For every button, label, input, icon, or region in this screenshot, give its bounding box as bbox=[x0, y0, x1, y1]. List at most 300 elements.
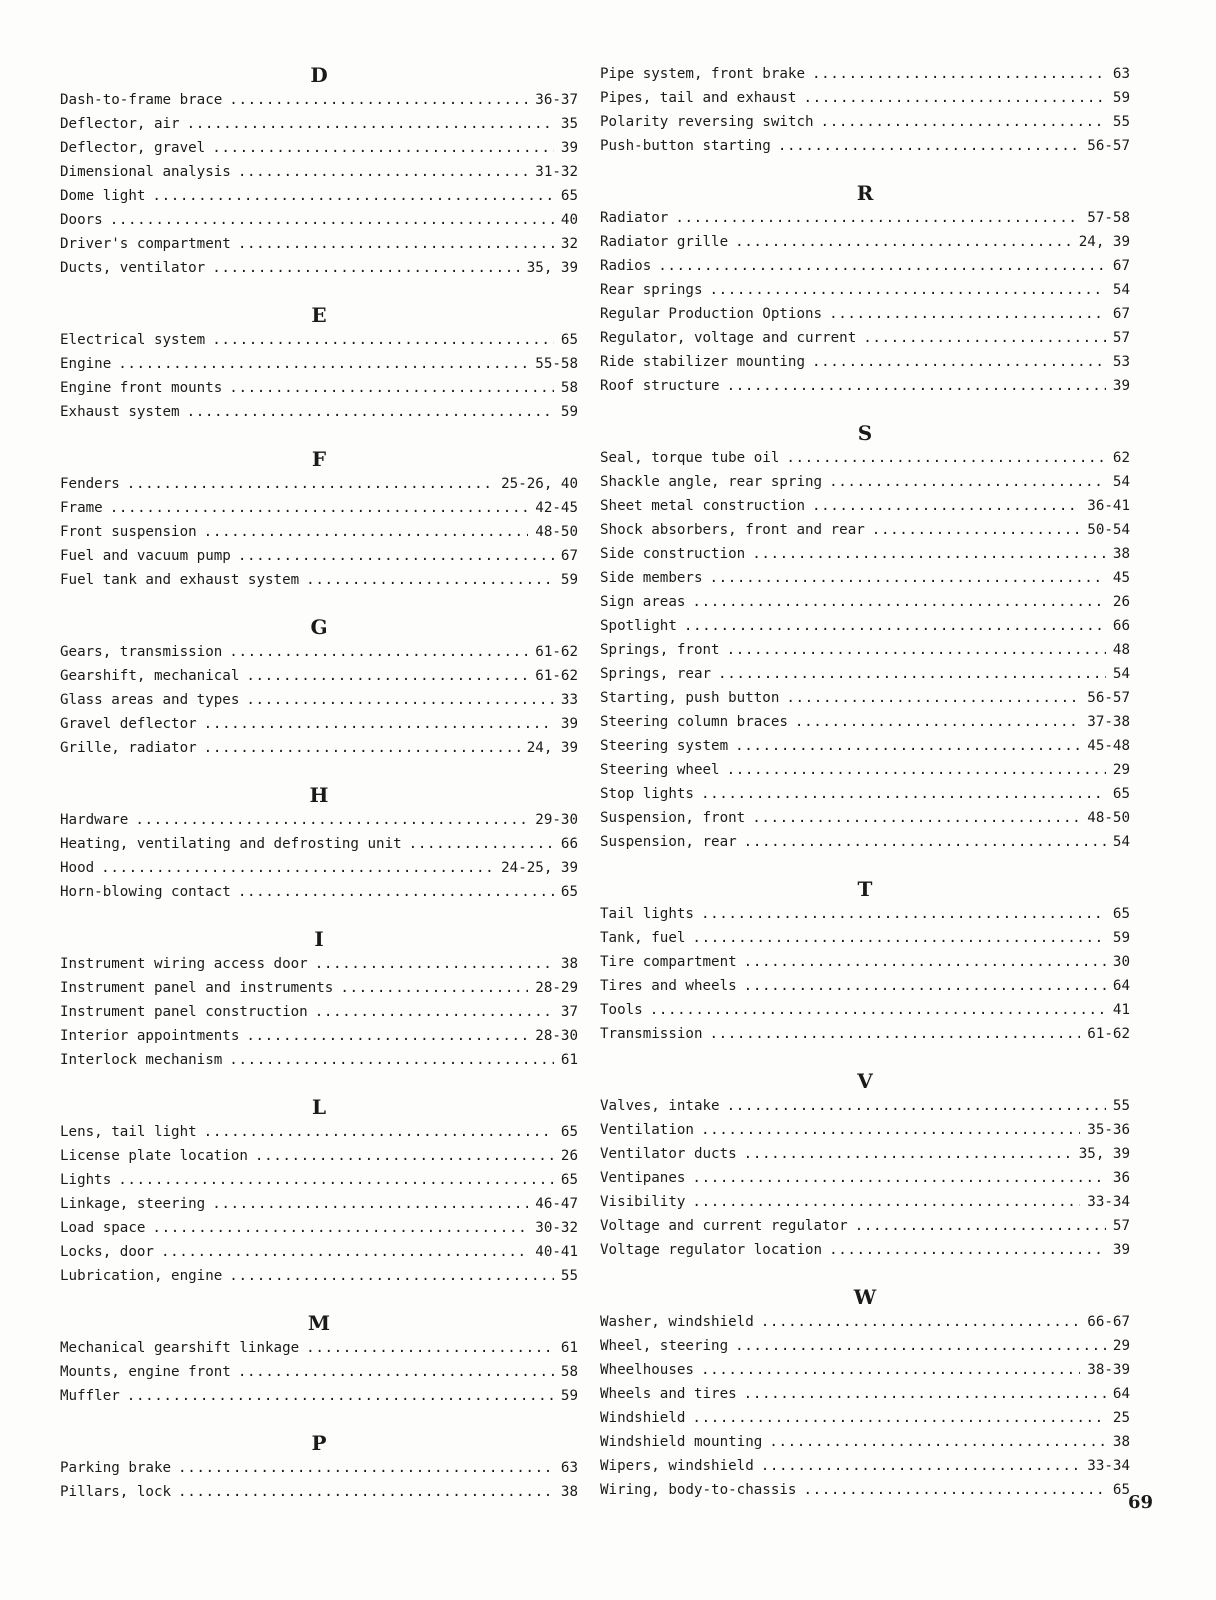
dot-leader bbox=[812, 62, 1106, 86]
dot-leader bbox=[710, 566, 1106, 590]
entry-pages: 40-41 bbox=[535, 1244, 578, 1260]
entry-term: Springs, rear bbox=[600, 666, 712, 682]
entry-term: Visibility bbox=[600, 1194, 686, 1210]
entry-term: Windshield bbox=[600, 1410, 686, 1426]
section-letter: V bbox=[857, 1069, 873, 1093]
entry-term: Side construction bbox=[600, 546, 746, 562]
index-section bbox=[60, 614, 578, 760]
dot-leader bbox=[701, 1358, 1080, 1382]
entry-term: Locks, door bbox=[60, 1244, 154, 1260]
entry-term: Grille, radiator bbox=[60, 740, 197, 756]
entry-pages: 61-62 bbox=[1087, 1026, 1130, 1042]
entry-term: Instrument panel and instruments bbox=[60, 980, 334, 996]
index-entry bbox=[600, 782, 1130, 806]
index-entry bbox=[60, 1360, 578, 1384]
entry-term: Ventilation bbox=[600, 1122, 694, 1138]
entry-pages: 65 bbox=[1112, 1482, 1130, 1498]
entry-pages: 38 bbox=[1112, 1434, 1130, 1450]
entry-term: Wipers, windshield bbox=[600, 1458, 754, 1474]
entry-pages: 66 bbox=[1112, 618, 1130, 634]
index-entry bbox=[60, 1264, 578, 1288]
index-section bbox=[60, 1430, 578, 1504]
entry-term: Electrical system bbox=[60, 332, 206, 348]
entry-term: Springs, front bbox=[600, 642, 720, 658]
index-section bbox=[600, 420, 1130, 854]
entry-term: Voltage regulator location bbox=[600, 1242, 823, 1258]
entry-pages: 48-50 bbox=[1087, 810, 1130, 826]
entry-pages: 59 bbox=[560, 404, 578, 420]
entry-term: Fuel tank and exhaust system bbox=[60, 572, 300, 588]
entry-term: Pipes, tail and exhaust bbox=[600, 90, 797, 106]
entry-pages: 24, 39 bbox=[1078, 234, 1130, 250]
entry-pages: 59 bbox=[1112, 90, 1130, 106]
index-entry bbox=[60, 1000, 578, 1024]
index-entry bbox=[600, 86, 1130, 110]
index-entry bbox=[600, 470, 1130, 494]
entry-pages: 54 bbox=[1112, 666, 1130, 682]
index-entry bbox=[60, 112, 578, 136]
index-entry bbox=[600, 1382, 1130, 1406]
index-entry bbox=[600, 1166, 1130, 1190]
entry-term: Polarity reversing switch bbox=[600, 114, 814, 130]
entry-pages: 67 bbox=[1112, 306, 1130, 322]
index-entry bbox=[600, 1454, 1130, 1478]
entry-term: Load space bbox=[60, 1220, 146, 1236]
dot-leader bbox=[803, 1478, 1105, 1502]
entry-term: Sheet metal construction bbox=[600, 498, 805, 514]
entry-pages: 65 bbox=[560, 1124, 578, 1140]
entry-pages: 65 bbox=[560, 884, 578, 900]
index-entry bbox=[600, 206, 1130, 230]
entry-term: Dome light bbox=[60, 188, 146, 204]
index-entry bbox=[60, 664, 578, 688]
index-entry bbox=[600, 1190, 1130, 1214]
entry-term: Regular Production Options bbox=[600, 306, 823, 322]
dot-leader bbox=[229, 376, 554, 400]
entry-term: Pipe system, front brake bbox=[600, 66, 805, 82]
entry-term: Radios bbox=[600, 258, 652, 274]
dot-leader bbox=[229, 1048, 554, 1072]
index-entry bbox=[60, 88, 578, 112]
index-entry bbox=[60, 376, 578, 400]
entry-pages: 36-41 bbox=[1087, 498, 1130, 514]
index-entry bbox=[60, 352, 578, 376]
section-letter: S bbox=[857, 421, 873, 445]
index-entry bbox=[600, 1430, 1130, 1454]
entry-term: Front suspension bbox=[60, 524, 197, 540]
index-entry bbox=[600, 1142, 1130, 1166]
dot-leader bbox=[692, 590, 1105, 614]
entry-pages: 38-39 bbox=[1087, 1362, 1130, 1378]
index-entry bbox=[600, 710, 1130, 734]
index-section bbox=[600, 180, 1130, 398]
entry-term: Ducts, ventilator bbox=[60, 260, 206, 276]
entry-pages: 67 bbox=[1112, 258, 1130, 274]
entry-term: Muffler bbox=[60, 1388, 120, 1404]
entry-term: Suspension, front bbox=[600, 810, 746, 826]
index-entry bbox=[600, 734, 1130, 758]
section-letter: R bbox=[856, 181, 874, 205]
entry-pages: 45-48 bbox=[1087, 738, 1130, 754]
entry-term: Interlock mechanism bbox=[60, 1052, 223, 1068]
dot-leader bbox=[727, 374, 1106, 398]
index-entry bbox=[60, 328, 578, 352]
section-letter: F bbox=[311, 447, 327, 471]
dot-leader bbox=[204, 736, 520, 760]
entry-pages: 55 bbox=[1112, 114, 1130, 130]
dot-leader bbox=[752, 806, 1080, 830]
entry-term: Gearshift, mechanical bbox=[60, 668, 240, 684]
section-letter: W bbox=[853, 1285, 877, 1309]
dot-leader bbox=[110, 496, 529, 520]
entry-pages: 26 bbox=[1112, 594, 1130, 610]
index-entry bbox=[60, 544, 578, 568]
index-entry bbox=[600, 326, 1130, 350]
dot-leader bbox=[238, 1360, 554, 1384]
entry-term: Voltage and current regulator bbox=[600, 1218, 848, 1234]
entry-pages: 39 bbox=[560, 140, 578, 156]
entry-term: Gears, transmission bbox=[60, 644, 223, 660]
index-entry bbox=[60, 808, 578, 832]
entry-pages: 39 bbox=[1112, 1242, 1130, 1258]
index-entry bbox=[60, 976, 578, 1000]
dot-leader bbox=[246, 664, 528, 688]
entry-pages: 26 bbox=[560, 1148, 578, 1164]
section-letter: L bbox=[311, 1095, 327, 1119]
dot-leader bbox=[872, 518, 1080, 542]
entry-term: Wiring, body-to-chassis bbox=[600, 1482, 797, 1498]
entry-term: Radiator grille bbox=[600, 234, 729, 250]
index-entry bbox=[600, 278, 1130, 302]
entry-term: Wheelhouses bbox=[600, 1362, 694, 1378]
dot-leader bbox=[744, 974, 1106, 998]
entry-term: Engine bbox=[60, 356, 112, 372]
entry-pages: 56-57 bbox=[1087, 690, 1130, 706]
entry-pages: 61-62 bbox=[535, 668, 578, 684]
entry-term: Sign areas bbox=[600, 594, 686, 610]
dot-leader bbox=[246, 688, 554, 712]
index-column-right bbox=[600, 62, 1130, 1524]
index-entry bbox=[60, 952, 578, 976]
entry-pages: 24, 39 bbox=[526, 740, 578, 756]
dot-leader bbox=[855, 1214, 1106, 1238]
dot-leader bbox=[692, 926, 1105, 950]
entry-pages: 54 bbox=[1112, 474, 1130, 490]
dot-leader bbox=[658, 254, 1106, 278]
entry-pages: 28-29 bbox=[535, 980, 578, 996]
dot-leader bbox=[735, 230, 1072, 254]
entry-term: Push-button starting bbox=[600, 138, 771, 154]
index-entry bbox=[60, 472, 578, 496]
index-entry bbox=[600, 662, 1130, 686]
index-entry bbox=[60, 640, 578, 664]
entry-pages: 59 bbox=[560, 572, 578, 588]
entry-pages: 61-62 bbox=[535, 644, 578, 660]
index-entry bbox=[600, 542, 1130, 566]
dot-leader bbox=[692, 1406, 1105, 1430]
dot-leader bbox=[229, 1264, 554, 1288]
entry-term: Seal, torque tube oil bbox=[600, 450, 780, 466]
entry-term: Hood bbox=[60, 860, 95, 876]
entry-pages: 64 bbox=[1112, 978, 1130, 994]
dot-leader bbox=[110, 208, 554, 232]
section-letter: D bbox=[310, 63, 328, 87]
entry-pages: 54 bbox=[1112, 282, 1130, 298]
entry-pages: 33 bbox=[560, 692, 578, 708]
dot-leader bbox=[727, 758, 1106, 782]
index-section bbox=[600, 876, 1130, 1046]
dot-leader bbox=[795, 710, 1080, 734]
dot-leader bbox=[306, 568, 554, 592]
index-entry bbox=[600, 1310, 1130, 1334]
entry-pages: 67 bbox=[560, 548, 578, 564]
index-entry bbox=[60, 1336, 578, 1360]
entry-term: Spotlight bbox=[600, 618, 677, 634]
entry-pages: 28-30 bbox=[535, 1028, 578, 1044]
dot-leader bbox=[692, 1166, 1105, 1190]
index-entry bbox=[600, 974, 1130, 998]
index-entry bbox=[600, 998, 1130, 1022]
entry-pages: 35, 39 bbox=[1078, 1146, 1130, 1162]
entry-pages: 62 bbox=[1112, 450, 1130, 466]
entry-pages: 65 bbox=[560, 188, 578, 204]
index-entry bbox=[60, 712, 578, 736]
index-entry bbox=[60, 1456, 578, 1480]
entry-pages: 30 bbox=[1112, 954, 1130, 970]
index-entry bbox=[60, 496, 578, 520]
dot-leader bbox=[778, 134, 1080, 158]
index-section bbox=[60, 62, 578, 280]
entry-term: Steering wheel bbox=[600, 762, 720, 778]
dot-leader bbox=[735, 734, 1080, 758]
index-entry bbox=[60, 232, 578, 256]
entry-pages: 66 bbox=[560, 836, 578, 852]
section-letter: E bbox=[311, 303, 327, 327]
dot-leader bbox=[684, 614, 1106, 638]
entry-term: Heating, ventilating and defrosting unit bbox=[60, 836, 402, 852]
section-letter: I bbox=[314, 927, 324, 951]
index-entry bbox=[600, 62, 1130, 86]
section-letter: T bbox=[857, 877, 873, 901]
index-entry bbox=[60, 880, 578, 904]
index-entry bbox=[60, 184, 578, 208]
entry-pages: 32 bbox=[560, 236, 578, 252]
dot-leader bbox=[803, 86, 1105, 110]
dot-leader bbox=[752, 542, 1106, 566]
entry-term: Tires and wheels bbox=[600, 978, 737, 994]
dot-leader bbox=[118, 1168, 554, 1192]
entry-term: Regulator, voltage and current bbox=[600, 330, 857, 346]
entry-term: Lights bbox=[60, 1172, 112, 1188]
dot-leader bbox=[829, 470, 1106, 494]
entry-term: Pillars, lock bbox=[60, 1484, 172, 1500]
dot-leader bbox=[306, 1336, 554, 1360]
entry-term: Mechanical gearshift linkage bbox=[60, 1340, 300, 1356]
dot-leader bbox=[761, 1310, 1081, 1334]
entry-pages: 57 bbox=[1112, 1218, 1130, 1234]
dot-leader bbox=[710, 278, 1106, 302]
index-entry bbox=[60, 1384, 578, 1408]
entry-term: Instrument panel construction bbox=[60, 1004, 308, 1020]
entry-term: Engine front mounts bbox=[60, 380, 223, 396]
entry-term: Deflector, gravel bbox=[60, 140, 206, 156]
entry-term: Mounts, engine front bbox=[60, 1364, 231, 1380]
dot-leader bbox=[178, 1480, 554, 1504]
index-entry bbox=[60, 1192, 578, 1216]
index-entry bbox=[600, 1118, 1130, 1142]
entry-term: Hardware bbox=[60, 812, 129, 828]
index-entry bbox=[600, 350, 1130, 374]
index-entry bbox=[600, 134, 1130, 158]
entry-pages: 64 bbox=[1112, 1386, 1130, 1402]
dot-leader bbox=[744, 950, 1106, 974]
index-entry bbox=[60, 832, 578, 856]
entry-pages: 54 bbox=[1112, 834, 1130, 850]
entry-term: Fuel and vacuum pump bbox=[60, 548, 231, 564]
index-entry bbox=[600, 1334, 1130, 1358]
index-entry bbox=[600, 590, 1130, 614]
entry-pages: 31-32 bbox=[535, 164, 578, 180]
dot-leader bbox=[255, 1144, 554, 1168]
dot-leader bbox=[238, 232, 554, 256]
entry-pages: 65 bbox=[560, 332, 578, 348]
index-section bbox=[60, 302, 578, 424]
index-entry bbox=[600, 638, 1130, 662]
index-entry bbox=[600, 494, 1130, 518]
dot-leader bbox=[744, 1142, 1072, 1166]
index-entry bbox=[60, 736, 578, 760]
entry-term: Side members bbox=[600, 570, 703, 586]
dot-leader bbox=[863, 326, 1106, 350]
dot-leader bbox=[692, 1190, 1080, 1214]
entry-pages: 59 bbox=[560, 1388, 578, 1404]
entry-pages: 48 bbox=[1112, 642, 1130, 658]
entry-term: Rear springs bbox=[600, 282, 703, 298]
dot-leader bbox=[821, 110, 1106, 134]
dot-leader bbox=[812, 350, 1106, 374]
entry-term: Wheel, steering bbox=[600, 1338, 729, 1354]
index-entry bbox=[600, 1358, 1130, 1382]
entry-term: Suspension, rear bbox=[600, 834, 737, 850]
index-entry bbox=[60, 1120, 578, 1144]
index-entry bbox=[600, 1022, 1130, 1046]
dot-leader bbox=[187, 400, 554, 424]
index-entry bbox=[60, 136, 578, 160]
entry-pages: 45 bbox=[1112, 570, 1130, 586]
index-entry bbox=[60, 400, 578, 424]
entry-term: Transmission bbox=[600, 1026, 703, 1042]
index-entry bbox=[600, 374, 1130, 398]
section-letter: H bbox=[309, 783, 329, 807]
dot-leader bbox=[710, 1022, 1081, 1046]
section-letter: G bbox=[310, 615, 328, 639]
section-letter: P bbox=[311, 1431, 327, 1455]
dot-leader bbox=[727, 638, 1106, 662]
entry-term: Lubrication, engine bbox=[60, 1268, 223, 1284]
entry-pages: 35-36 bbox=[1087, 1122, 1130, 1138]
entry-pages: 35 bbox=[560, 116, 578, 132]
index-entry bbox=[600, 518, 1130, 542]
dot-leader bbox=[409, 832, 554, 856]
entry-pages: 57 bbox=[1112, 330, 1130, 346]
entry-pages: 63 bbox=[560, 1460, 578, 1476]
dot-leader bbox=[718, 662, 1106, 686]
index-entry bbox=[600, 758, 1130, 782]
entry-pages: 55 bbox=[560, 1268, 578, 1284]
entry-term: Tools bbox=[600, 1002, 643, 1018]
index-entry bbox=[60, 856, 578, 880]
entry-pages: 35, 39 bbox=[526, 260, 578, 276]
entry-pages: 53 bbox=[1112, 354, 1130, 370]
entry-term: Linkage, steering bbox=[60, 1196, 206, 1212]
entry-pages: 25 bbox=[1112, 1410, 1130, 1426]
index-entry bbox=[600, 110, 1130, 134]
entry-pages: 29 bbox=[1112, 1338, 1130, 1354]
dot-leader bbox=[675, 206, 1080, 230]
index-entry bbox=[60, 1216, 578, 1240]
dot-leader bbox=[315, 952, 554, 976]
entry-pages: 61 bbox=[560, 1340, 578, 1356]
entry-term: Roof structure bbox=[600, 378, 720, 394]
index-entry bbox=[60, 1240, 578, 1264]
index-section bbox=[60, 1310, 578, 1408]
entry-term: Horn-blowing contact bbox=[60, 884, 231, 900]
index-entry bbox=[600, 446, 1130, 470]
entry-term: Exhaust system bbox=[60, 404, 180, 420]
entry-term: Doors bbox=[60, 212, 103, 228]
index-section bbox=[600, 1068, 1130, 1262]
entry-term: Stop lights bbox=[600, 786, 694, 802]
entry-term: Tail lights bbox=[600, 906, 694, 922]
dot-leader bbox=[178, 1456, 554, 1480]
dot-leader bbox=[118, 352, 528, 376]
entry-pages: 30-32 bbox=[535, 1220, 578, 1236]
entry-pages: 29-30 bbox=[535, 812, 578, 828]
dot-leader bbox=[238, 880, 554, 904]
dot-leader bbox=[829, 302, 1106, 326]
entry-term: Starting, push button bbox=[600, 690, 780, 706]
entry-pages: 33-34 bbox=[1087, 1194, 1130, 1210]
entry-pages: 38 bbox=[560, 1484, 578, 1500]
entry-term: Shackle angle, rear spring bbox=[600, 474, 823, 490]
entry-term: Gravel deflector bbox=[60, 716, 197, 732]
index-entry bbox=[600, 926, 1130, 950]
dot-leader bbox=[212, 136, 554, 160]
entry-pages: 65 bbox=[1112, 906, 1130, 922]
entry-pages: 46-47 bbox=[535, 1196, 578, 1212]
entry-term: License plate location bbox=[60, 1148, 248, 1164]
entry-term: Fenders bbox=[60, 476, 120, 492]
entry-pages: 55 bbox=[1112, 1098, 1130, 1114]
dot-leader bbox=[187, 112, 554, 136]
index-entry bbox=[600, 1238, 1130, 1262]
entry-term: Steering system bbox=[600, 738, 729, 754]
dot-leader bbox=[204, 520, 529, 544]
index-entry bbox=[600, 230, 1130, 254]
entry-term: Parking brake bbox=[60, 1460, 172, 1476]
dot-leader bbox=[701, 782, 1106, 806]
dot-leader bbox=[152, 184, 553, 208]
dot-leader bbox=[744, 830, 1106, 854]
index-entry bbox=[60, 568, 578, 592]
dot-leader bbox=[204, 1120, 554, 1144]
entry-term: Lens, tail light bbox=[60, 1124, 197, 1140]
entry-term: Glass areas and types bbox=[60, 692, 240, 708]
entry-term: Wheels and tires bbox=[600, 1386, 737, 1402]
dot-leader bbox=[246, 1024, 528, 1048]
dot-leader bbox=[161, 1240, 528, 1264]
dot-leader bbox=[238, 544, 554, 568]
